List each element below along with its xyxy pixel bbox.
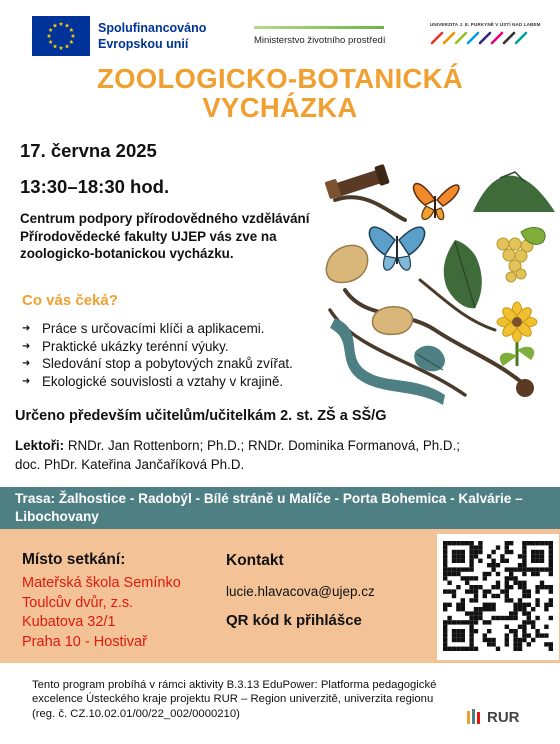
lectors-names: RNDr. Jan Rottenborn; Ph.D.; RNDr. Dominika Formanová, Ph.D.;: [67, 438, 461, 453]
eu-star-icon: [48, 28, 53, 32]
footer-funding-note: Tento program probíhá v rámci aktivity B.3.13 EduPower: Platforma pedagogické excelence Ústeckého kraje projektu RUR – Region univerzitě, univerzita regionu (reg. č. CZ.10.02.01/00/22_002/0000210): [32, 679, 437, 720]
eu-star-icon: [47, 34, 52, 38]
eu-star-icon: [65, 23, 70, 27]
flower-icon: [497, 302, 537, 366]
eu-logo-text: Spolufinancováno Evropskou unií: [98, 21, 207, 51]
ujep-stripes-icon: [430, 31, 528, 45]
lectors: [15, 436, 555, 474]
eu-star-icon: [53, 23, 58, 27]
target-audience: Určeno především učitelům/učitelkám 2. st. ZŠ a SŠ/G: [15, 408, 387, 424]
meeting-place-heading: Místo setkání:: [22, 551, 126, 568]
eu-star-icon: [69, 28, 74, 32]
arrow-icon: ➜: [22, 323, 31, 334]
eu-star-icon: [59, 46, 64, 50]
ujep-logo: [430, 22, 541, 50]
lectors-names-2: doc. PhDr. Kateřina Jančaříková Ph.D.: [15, 457, 245, 472]
list-item: ➜ Sledování stop a pobytových znaků zvířat.: [22, 356, 293, 372]
stone-icon: [326, 245, 367, 282]
lectors-label: Lektoři:: [15, 438, 65, 453]
ujep-logo-text: UNIVERZITA J. E. PURKYNĚ V ÚSTÍ NAD LABEM: [430, 22, 541, 27]
eu-star-icon: [69, 40, 74, 44]
meeting-contact-panel: [0, 529, 560, 663]
what-to-expect-heading: Co vás čeká?: [22, 292, 118, 309]
arrow-icon: ➜: [22, 375, 31, 387]
nature-illustration: [325, 160, 557, 405]
invitation-text: Centrum podpory přírodovědného vzdělávání Přírodovědecké fakulty UJEP vás zve na zoologicko-botanickou vycházku.: [20, 211, 310, 261]
arrow-icon: ➜: [22, 340, 31, 352]
contact-heading: Kontakt: [226, 552, 284, 569]
hill-icon: [473, 172, 555, 212]
activity-list: [22, 320, 293, 390]
contact-email-link[interactable]: lucie.hlavacova@ujep.cz: [226, 584, 375, 599]
list-item: ➜ Praktické ukázky terénní výuky.: [22, 338, 229, 354]
eu-star-icon: [71, 34, 76, 38]
grapes-icon: [497, 227, 545, 282]
event-title-line-1: ZOOLOGICKO-BOTANICKÁ: [96, 63, 463, 94]
oak-leaf-icon: [444, 240, 482, 308]
event-title-line-2: VYCHÁZKA: [202, 92, 358, 123]
eu-cofunded-logo: [32, 16, 206, 56]
list-item: ➜ Práce s určovacími klíči a aplikacemi.: [22, 321, 265, 336]
rur-logo: RUR: [466, 708, 520, 726]
trail-end-icon: [516, 379, 534, 397]
ministry-logo-text: Ministerstvo životního prostředí: [254, 35, 386, 46]
logo-header: [0, 14, 560, 58]
event-date: 17. června 2025: [20, 140, 157, 161]
eu-star-icon: [48, 40, 53, 44]
event-time: 13:30–18:30 hod.: [20, 176, 170, 197]
list-item: ➜ Ekologické souvislosti a vztahy v krajině.: [22, 373, 284, 389]
rur-bars-icon: [466, 708, 482, 726]
meeting-address: Mateřská škola Semínko Toulcův dvůr, z.s. Kubatova 32/1 Praha 10 - Hostivař: [22, 575, 181, 650]
route-band: Trasa: Žalhostice - Radobýl - Bílé stráně u Malíče - Porta Bohemica - Kalvárie – Libochovany: [0, 487, 560, 529]
blue-butterfly-icon: [369, 227, 424, 270]
qr-label: QR kód k přihlášce: [226, 612, 362, 629]
ministry-logo-bar: [254, 26, 384, 29]
eu-star-icon: [59, 22, 64, 26]
orange-butterfly-icon: [414, 184, 459, 220]
event-title: [0, 64, 560, 122]
ministry-logo: [254, 26, 384, 46]
eu-flag-icon: [32, 16, 90, 56]
arrow-icon: ➜: [22, 358, 31, 370]
telescope-icon: [325, 164, 390, 199]
eu-star-icon: [53, 44, 58, 48]
eu-star-icon: [65, 44, 70, 48]
rock-icon: [373, 307, 413, 335]
registration-qr-code[interactable]: [437, 534, 559, 660]
